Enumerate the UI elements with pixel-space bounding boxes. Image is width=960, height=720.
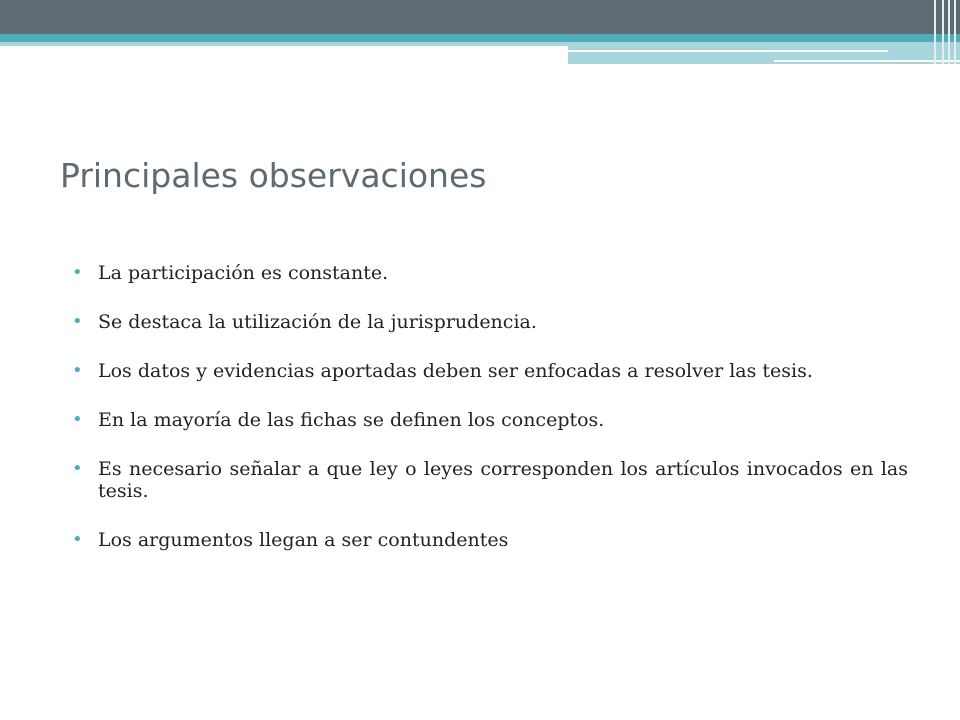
bullet-dot-icon: • xyxy=(72,529,83,550)
bullet-dot-icon: • xyxy=(72,409,83,430)
bullet-list xyxy=(72,262,908,578)
bullet-item xyxy=(72,458,908,502)
bullet-text: La participación es constante. xyxy=(98,262,389,284)
header-band-dark xyxy=(0,0,960,34)
bullet-text: Es necesario señalar a que ley o leyes corresponden los artículos invocados en las tesis. xyxy=(98,458,908,502)
slide-title: Principales observaciones xyxy=(60,156,487,195)
bullet-item xyxy=(72,311,908,333)
bullet-text: Los datos y evidencias aportadas deben ser enfocadas a resolver las tesis. xyxy=(98,360,813,382)
bullet-dot-icon: • xyxy=(72,360,83,381)
bullet-item xyxy=(72,529,908,551)
header-band-teal xyxy=(0,34,960,42)
header-band-light xyxy=(0,42,568,46)
bullet-dot-icon: • xyxy=(72,311,83,332)
bullet-text: En la mayoría de las fichas se definen los conceptos. xyxy=(98,409,605,431)
bullet-dot-icon: • xyxy=(72,262,83,283)
header-accent-line xyxy=(568,50,888,52)
bullet-dot-icon: • xyxy=(72,458,83,479)
bullet-text: Se destaca la utilización de la jurisprudencia. xyxy=(98,311,537,333)
bullet-item xyxy=(72,409,908,431)
bullet-item xyxy=(72,262,908,284)
bullet-text: Los argumentos llegan a ser contundentes xyxy=(98,529,509,551)
corner-stripes-decoration xyxy=(928,0,960,64)
bullet-item xyxy=(72,360,908,382)
